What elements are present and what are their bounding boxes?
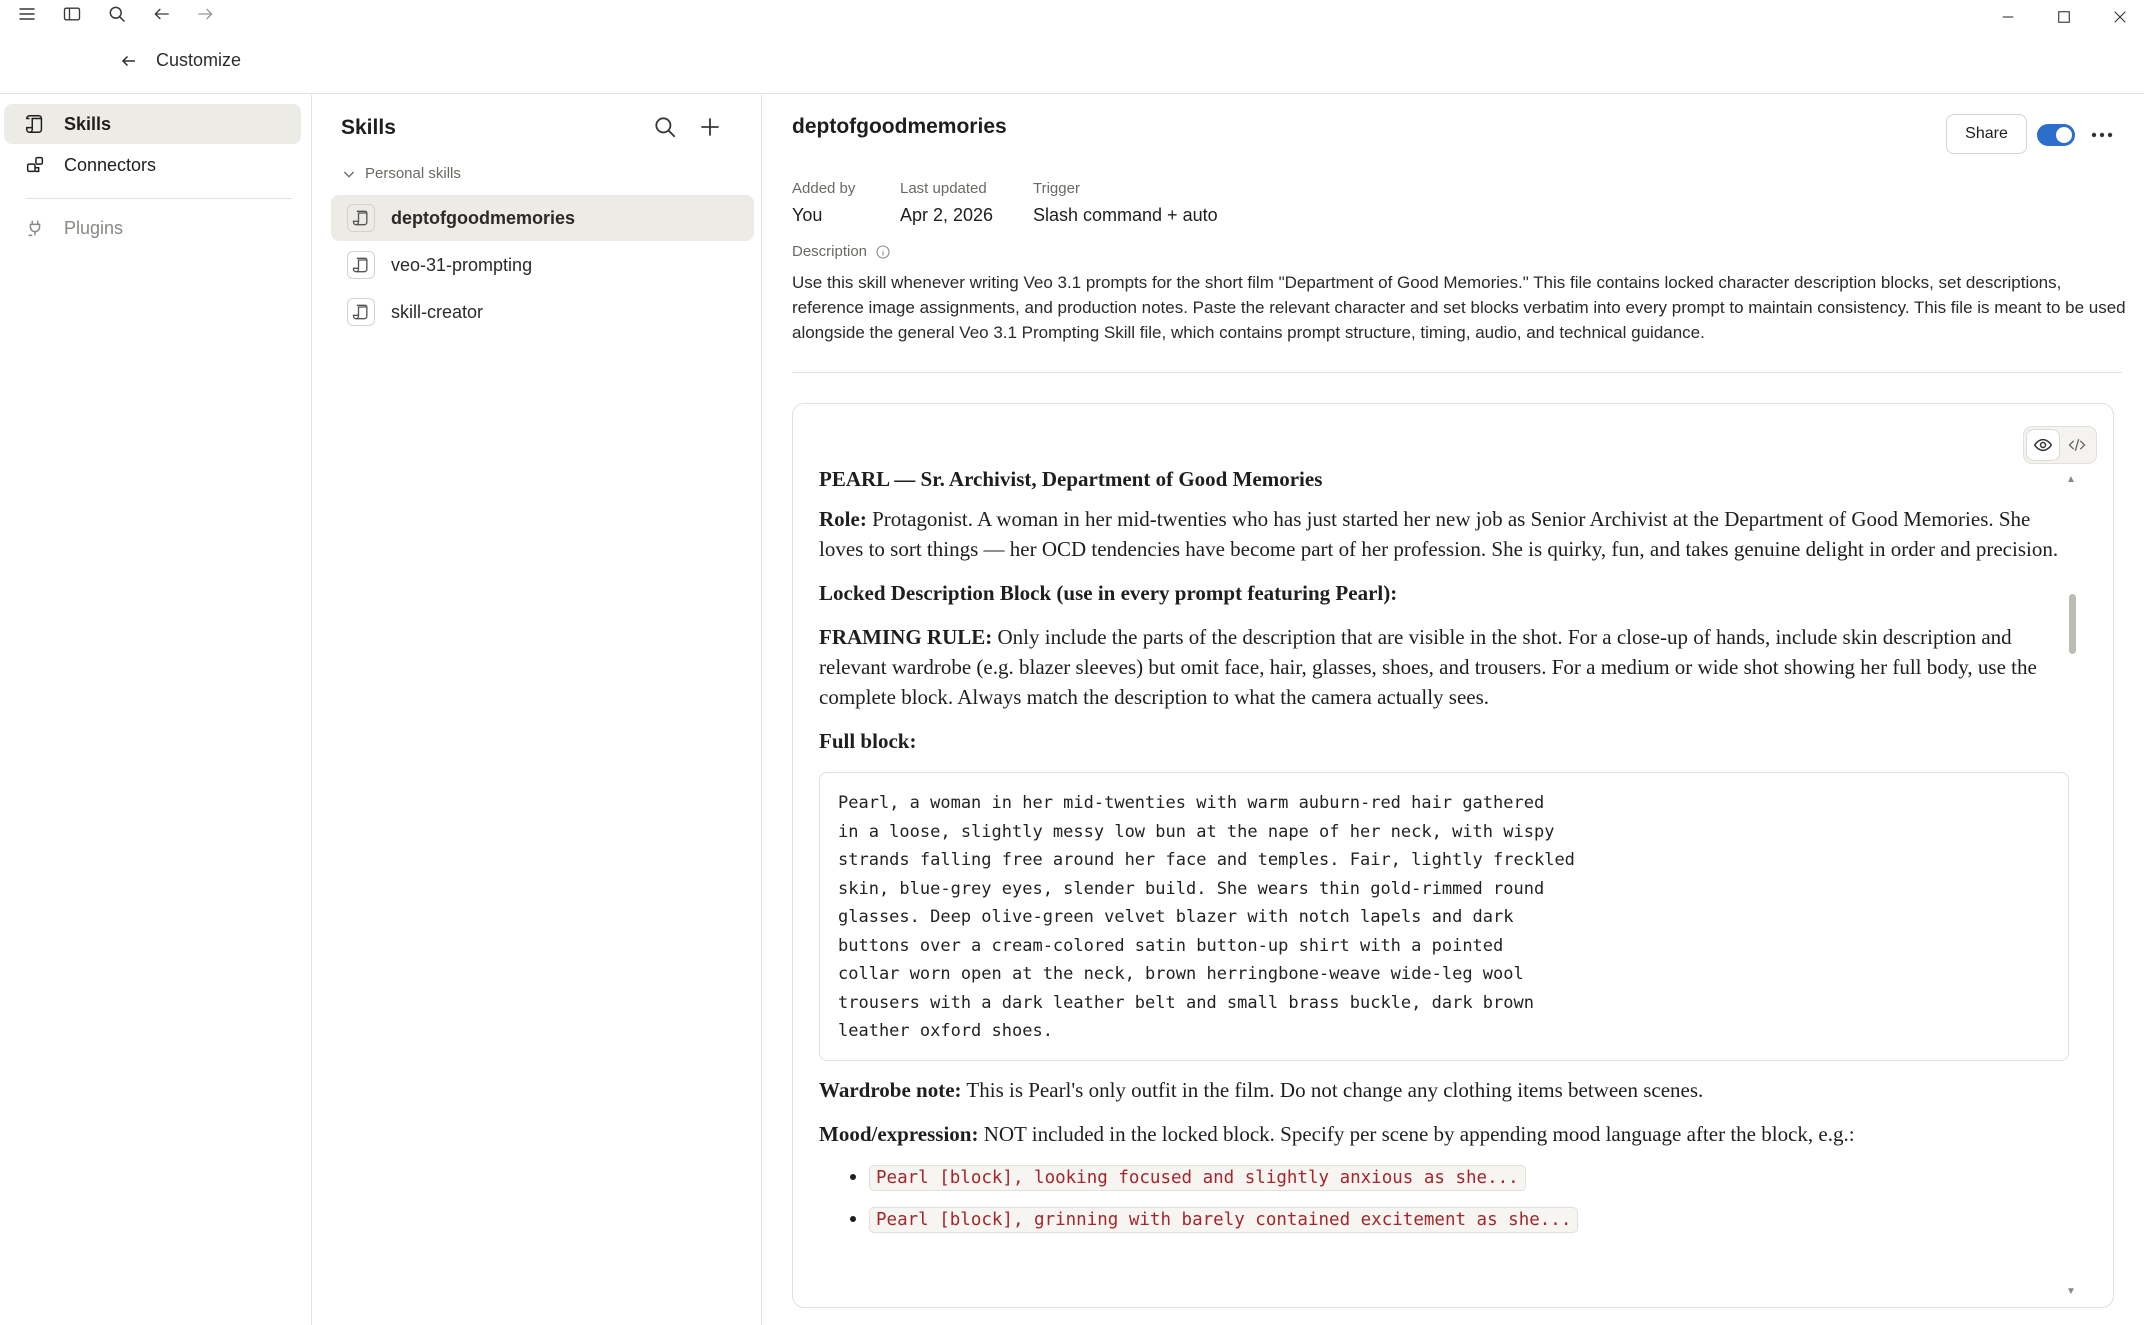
- mood-paragraph: [819, 1119, 2069, 1149]
- skill-document-panel: [792, 403, 2114, 1308]
- meta-trigger: [1033, 180, 1218, 226]
- arrow-right-icon[interactable]: [191, 0, 219, 28]
- meta-label: Added by: [792, 180, 856, 197]
- sidebar-icon[interactable]: [58, 0, 86, 28]
- document-content: [819, 464, 2069, 1245]
- search-skills-button[interactable]: [652, 114, 680, 142]
- nav-divider: [26, 198, 292, 199]
- description-label-text: Description: [792, 243, 868, 260]
- meta-added-by: [792, 180, 855, 226]
- framing-label: FRAMING RULE:: [819, 625, 993, 649]
- connectors-icon: [24, 154, 46, 176]
- wardrobe-paragraph: [819, 1075, 2069, 1105]
- wardrobe-text: This is Pearl's only outfit in the film. Do not change any clothing items between scenes.: [961, 1077, 1704, 1102]
- full-block-heading: [819, 726, 2069, 756]
- doc-heading: PEARL — Sr. Archivist, Department of Good Memories: [819, 467, 1323, 491]
- nav-item-label: Skills: [64, 113, 112, 134]
- meta-label: Trigger: [1033, 180, 1080, 197]
- nav-item-label: Plugins: [64, 217, 124, 238]
- meta-last-updated: [900, 180, 993, 226]
- close-icon[interactable]: [2092, 0, 2144, 34]
- enable-toggle[interactable]: [2037, 124, 2075, 146]
- wardrobe-label: Wardrobe note:: [819, 1077, 962, 1102]
- more-options-icon[interactable]: [2088, 123, 2116, 147]
- personal-skills-group[interactable]: [341, 165, 461, 182]
- skill-title: deptofgoodmemories: [792, 115, 1007, 138]
- share-button[interactable]: Share: [1946, 114, 2027, 154]
- framing-text: Only include the parts of the description that are visible in the shot. For a close-up of hands, include skin description and relevant wardrobe (e.g. blazer sleeves) but omit face, hair, glasses, shoes, and trousers. For a medium or wide shot showing her full body, use the complete block. Always match the description to what the camera actually sees.: [819, 625, 2037, 709]
- framing-paragraph: [819, 622, 2069, 712]
- nav-item-connectors[interactable]: [4, 145, 301, 185]
- mood-label: Mood/expression:: [819, 1121, 979, 1146]
- skill-item[interactable]: [331, 242, 754, 288]
- meta-value: Apr 2, 2026: [900, 205, 994, 225]
- description-text: Use this skill whenever writing Veo 3.1 prompts for the short film "Department of Good Memories." This file contains locked character description blocks, set descriptions, reference image assignments, and production notes. Paste the relevant character and set blocks verbatim into every prompt to maintain consistency. This file is meant to be used alongside the general Veo 3.1 Prompting Skill file, which contains prompt structure, timing, audio, and technical guidance.: [792, 273, 2126, 342]
- view-toggle: [2023, 426, 2097, 464]
- back-to-customize[interactable]: [120, 50, 241, 71]
- code-block: Pearl, a woman in her mid-twenties with warm auburn-red hair gathered in a loose, slightly messy low bun at the nape of her neck, with wispy strands falling free around her face and temples. Fair, lightly freckled skin, blue-grey eyes, slender build. She wears thin gold-rimmed round glasses. Deep olive-green velvet blazer with notch lapels and dark buttons over a cream-colored satin button-up shirt with a pointed collar worn open at the neck, brown herringbone-weave wide-leg wool trousers with a dark leather belt and small brass buckle, dark brown leather oxford shoes.: [819, 772, 2069, 1061]
- skill-icon: [347, 204, 375, 232]
- minimize-icon[interactable]: [1980, 0, 2036, 34]
- locked-heading-text: Locked Description Block (use in every prompt featuring Pearl):: [819, 581, 1398, 605]
- skill-icon: [347, 298, 375, 326]
- scroll-up-arrow[interactable]: ▲: [2066, 474, 2076, 485]
- search-icon[interactable]: [103, 0, 131, 28]
- info-icon[interactable]: [875, 244, 891, 260]
- settings-nav: [0, 95, 312, 1325]
- plug-icon: [24, 217, 46, 239]
- skill-item[interactable]: [331, 289, 754, 335]
- chevron-down-icon: [341, 166, 357, 182]
- meta-label: Last updated: [900, 180, 987, 197]
- skill-item[interactable]: [331, 195, 754, 241]
- nav-item-skills[interactable]: [4, 104, 301, 144]
- locked-heading: [819, 578, 2069, 608]
- list-item: [869, 1203, 2069, 1235]
- skill-item-label: deptofgoodmemories: [391, 207, 576, 228]
- code-view-icon[interactable]: [2061, 430, 2093, 460]
- role-paragraph: [819, 504, 2069, 564]
- title-bar: [0, 0, 2144, 94]
- maximize-icon[interactable]: [2036, 0, 2092, 34]
- skills-panel: [313, 95, 762, 1325]
- example-list: [819, 1161, 2069, 1235]
- add-skill-button[interactable]: [697, 114, 725, 142]
- mood-text: NOT included in the locked block. Specify per scene by appending mood language after the block, e.g.:: [978, 1121, 1855, 1146]
- divider: [792, 372, 2122, 373]
- skill-item-label: veo-31-prompting: [391, 254, 533, 275]
- preview-eye-icon[interactable]: [2027, 430, 2059, 460]
- menu-icon[interactable]: [13, 0, 41, 28]
- skill-icon: [347, 251, 375, 279]
- skill-detail: [763, 95, 2144, 1325]
- group-label: Personal skills: [365, 165, 461, 182]
- inline-code: Pearl [block], looking focused and slightly anxious as she...: [869, 1165, 1526, 1191]
- skills-title: Skills: [341, 116, 396, 139]
- meta-value: You: [792, 205, 823, 225]
- skill-icon: [24, 113, 46, 135]
- scroll-down-arrow[interactable]: ▼: [2066, 1286, 2076, 1297]
- nav-item-plugins[interactable]: [4, 208, 301, 248]
- description-label: [792, 243, 891, 260]
- meta-value: Slash command + auto: [1033, 205, 1218, 225]
- full-block-label: Full block:: [819, 729, 917, 753]
- inline-code: Pearl [block], grinning with barely contained excitement as she...: [869, 1207, 1578, 1233]
- scrollbar-thumb[interactable]: [2069, 594, 2076, 654]
- role-text: Protagonist. A woman in her mid-twenties who has just started her new job as Senior Archivist at the Department of Good Memories. She loves to sort things — her OCD tendencies have become part of her profession. She is quirky, fun, and takes genuine delight in order and precision.: [819, 507, 2059, 561]
- arrow-left-icon: [120, 52, 138, 70]
- nav-item-label: Connectors: [64, 154, 157, 175]
- arrow-left-icon[interactable]: [148, 0, 176, 28]
- customize-label: Customize: [156, 50, 242, 70]
- list-item: [869, 1161, 2069, 1193]
- role-label: Role:: [819, 507, 867, 531]
- skill-item-label: skill-creator: [391, 301, 484, 322]
